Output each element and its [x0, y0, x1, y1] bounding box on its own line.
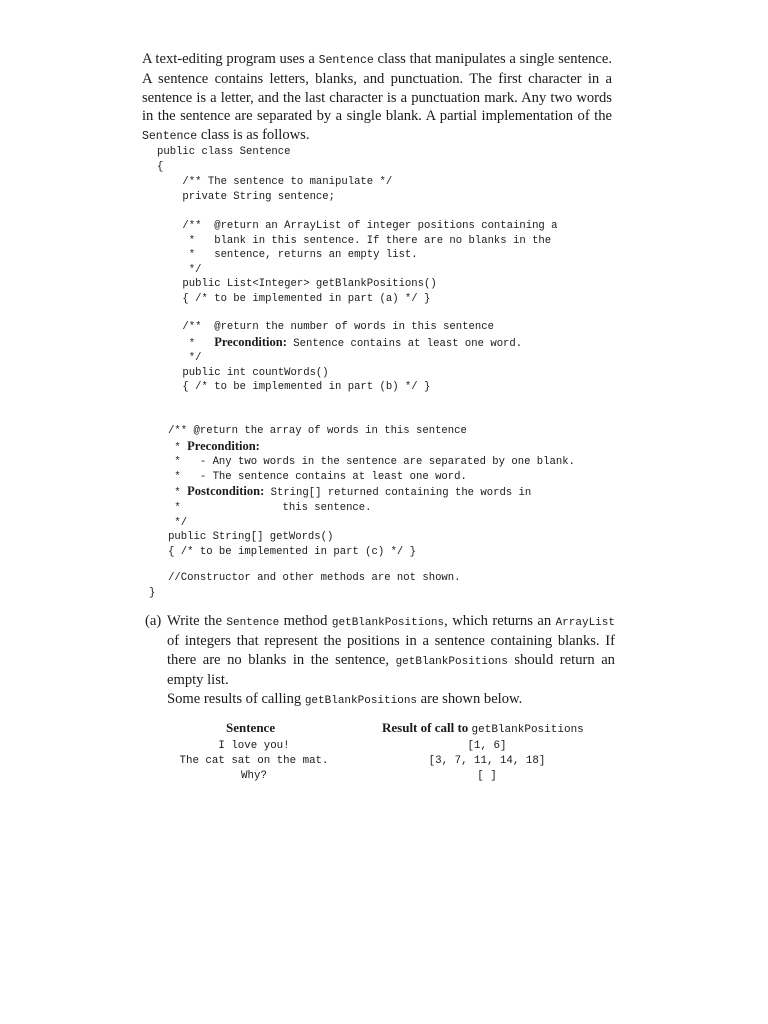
code-line [149, 438, 260, 454]
code-line: * blank in this sentence. If there are no blanks in the [157, 234, 552, 247]
code-line-suffix: String[] returned containing the words in [264, 487, 532, 500]
code-line: public String[] getWords() [149, 531, 334, 544]
code-line: /** The sentence to manipulate */ [157, 176, 393, 188]
question-code: Sentence [226, 617, 280, 629]
intro-code-sentence: Sentence [318, 54, 374, 67]
question-text: , which returns an [444, 613, 556, 629]
result-cell: [ ] [477, 770, 497, 782]
code-line [157, 334, 523, 350]
code-line: */ [149, 516, 188, 529]
code-line: { /* to be implemented in part (b) */ } [157, 381, 431, 394]
question-text: should return an empty list. [167, 651, 615, 689]
precondition-label: Precondition: [187, 438, 260, 453]
code-line-prefix: * [157, 337, 215, 350]
question-code: getBlankPositions [304, 694, 418, 707]
column-header-code: getBlankPositions [471, 724, 584, 736]
question-code: ArrayList [555, 617, 615, 629]
code-line: private String sentence; [157, 190, 336, 203]
intro-text-3: class is as follows. [197, 126, 310, 143]
table-row [150, 770, 610, 786]
intro-paragraph [142, 50, 612, 146]
question-code: getBlankPositions [395, 655, 508, 668]
code-class-footer [149, 571, 461, 600]
code-line: { /* to be implemented in part (c) */ } [149, 545, 417, 558]
code-line: * - Any two words in the sentence are separated by one blank. [149, 456, 575, 469]
result-cell: [3, 7, 11, 14, 18] [428, 755, 546, 767]
postcondition-label: Postcondition: [187, 484, 265, 499]
code-line: public List<Integer> getBlankPositions() [157, 278, 437, 291]
code-line: public class Sentence [157, 146, 291, 158]
question-part-a [145, 612, 615, 710]
code-line: public int countWords() [157, 366, 329, 379]
sentence-cell: Why? [241, 770, 267, 782]
code-class-header [157, 145, 291, 174]
question-code: getBlankPositions [331, 617, 445, 629]
code-line: //Constructor and other methods are not shown. [149, 572, 461, 584]
code-line: * this sentence. [149, 501, 372, 514]
code-line [149, 484, 532, 500]
code-line-suffix: Sentence contains at least one word. [286, 337, 523, 350]
column-header-text: Result of call to [382, 720, 472, 735]
code-line: { [157, 160, 164, 173]
code-line: { /* to be implemented in part (a) */ } [157, 292, 431, 305]
code-line-prefix: * [149, 487, 188, 500]
result-cell: [1, 6] [467, 740, 507, 752]
code-getblankpositions-block [157, 219, 558, 307]
sentence-cell: The cat sat on the mat. [179, 755, 329, 767]
question-text: are shown below. [417, 690, 523, 707]
code-line: */ [157, 352, 202, 365]
intro-text-2: class that manipulates a single sentence. A sentence contains letters, blanks, and punctuation. The first character in a sentence is a letter, and the last character is a punctuation mark. Any two words in the sentence are separated by a single blank. A partial implementation of the [142, 51, 612, 125]
question-text: of integers that represent the positions in a sentence containing blanks. If there are no blanks in the sentence, [167, 633, 615, 668]
intro-code-sentence-2: Sentence [142, 129, 198, 143]
code-line: } [149, 586, 156, 599]
code-line: */ [157, 263, 202, 276]
code-line: * - The sentence contains at least one word. [149, 470, 467, 483]
column-header-sentence: Sentence [226, 720, 276, 735]
question-label: (a) [145, 613, 162, 629]
question-text: method [279, 613, 332, 629]
column-header-result [382, 720, 584, 736]
question-text: Some results of calling [167, 690, 305, 707]
code-field-block [157, 175, 392, 204]
code-line: * sentence, returns an empty list. [157, 249, 418, 262]
question-text: Write the [167, 613, 227, 629]
code-line-prefix: * [149, 441, 188, 454]
precondition-label: Precondition: [214, 334, 287, 349]
code-countwords-block [157, 320, 522, 395]
table-row [150, 755, 610, 771]
code-line: /** @return the number of words in this sentence [157, 321, 494, 333]
code-line: /** @return an ArrayList of integer positions containing a [157, 220, 558, 232]
code-getwords-block [149, 424, 575, 559]
sentence-cell: I love you! [218, 740, 290, 752]
code-line: /** @return the array of words in this sentence [149, 425, 467, 437]
table-row [150, 740, 610, 756]
question-body [167, 612, 615, 710]
intro-text-1: A text-editing program uses a [142, 51, 319, 67]
